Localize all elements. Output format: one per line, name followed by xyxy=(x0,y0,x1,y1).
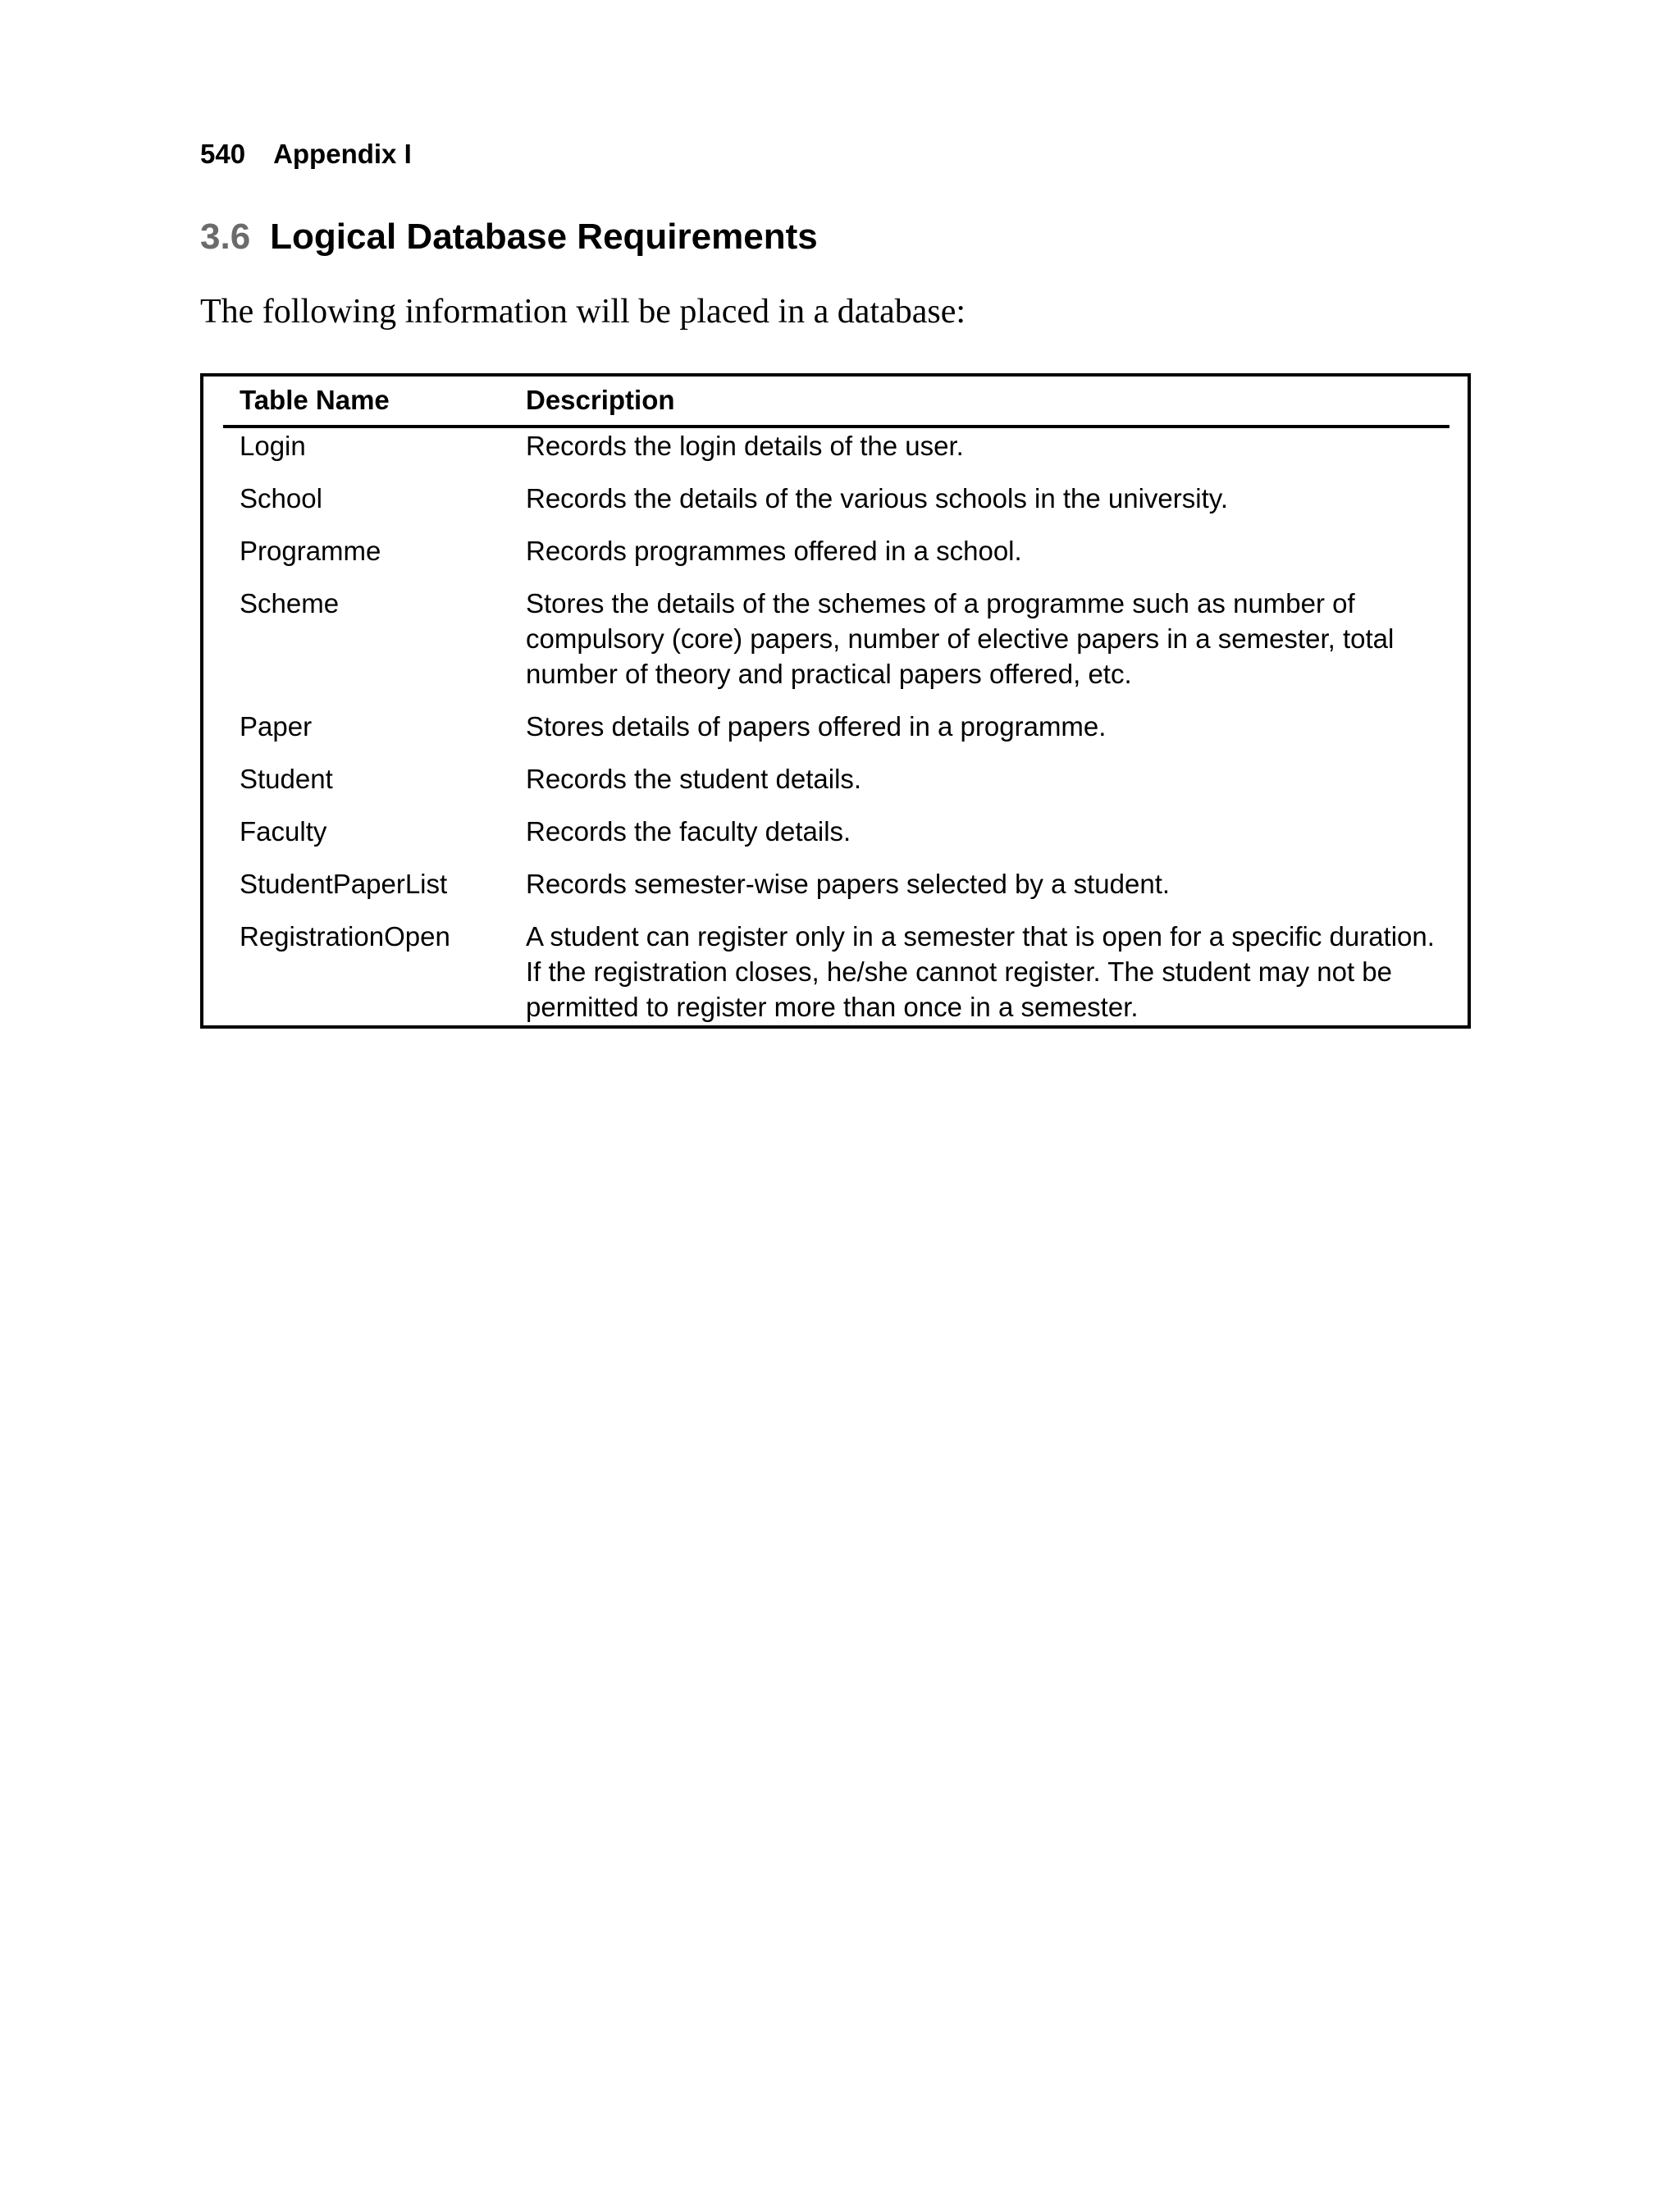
table-name-cell: RegistrationOpen xyxy=(240,921,450,952)
section-heading xyxy=(200,213,818,261)
table-row xyxy=(223,428,1449,463)
section-number: 3.6 xyxy=(200,217,251,257)
table-row xyxy=(223,533,1449,568)
description-cell: Records programmes offered in a school. xyxy=(526,536,1022,566)
table-row xyxy=(223,866,1449,901)
description-cell: Stores details of papers offered in a programme. xyxy=(526,711,1107,742)
table-row xyxy=(223,481,1449,516)
table-row xyxy=(223,919,1449,1025)
running-head-title: Appendix I xyxy=(273,139,412,169)
description-cell: Stores the details of the schemes of a programme such as number of compulsory (core) papers, number of elective papers in a semester, total number of theory and practical papers offered, etc. xyxy=(526,588,1395,689)
database-tables-table xyxy=(200,373,1471,1029)
table-name-cell: Faculty xyxy=(240,816,327,847)
column-header-description: Description xyxy=(526,385,675,415)
table-name-cell: Login xyxy=(240,431,306,461)
section-title: Logical Database Requirements xyxy=(270,217,818,257)
intro-paragraph: The following information will be placed in a database: xyxy=(200,293,966,331)
column-header-table-name: Table Name xyxy=(240,385,390,415)
description-cell: Records the login details of the user. xyxy=(526,431,964,461)
table-name-cell: Programme xyxy=(240,536,381,566)
description-cell: Records the student details. xyxy=(526,764,862,794)
running-head xyxy=(200,138,412,171)
table-body xyxy=(223,428,1449,1042)
table-name-cell: StudentPaperList xyxy=(240,869,448,899)
description-cell: Records the faculty details. xyxy=(526,816,851,847)
table-name-cell: Scheme xyxy=(240,588,340,618)
table-row xyxy=(223,709,1449,744)
description-cell: Records semester-wise papers selected by a student. xyxy=(526,869,1171,899)
table-row xyxy=(223,586,1449,691)
table-row xyxy=(223,761,1449,796)
description-cell: A student can register only in a semester that is open for a specific duration. If the registration closes, he/she cannot register. The student may not be permitted to register more than once in a semester. xyxy=(526,921,1435,1022)
description-cell: Records the details of the various schools in the university. xyxy=(526,483,1228,513)
table-header xyxy=(223,377,1449,428)
page-number: 540 xyxy=(200,139,246,169)
table-name-cell: Student xyxy=(240,764,333,794)
table-name-cell: School xyxy=(240,483,322,513)
table-name-cell: Paper xyxy=(240,711,313,742)
table-row xyxy=(223,814,1449,849)
